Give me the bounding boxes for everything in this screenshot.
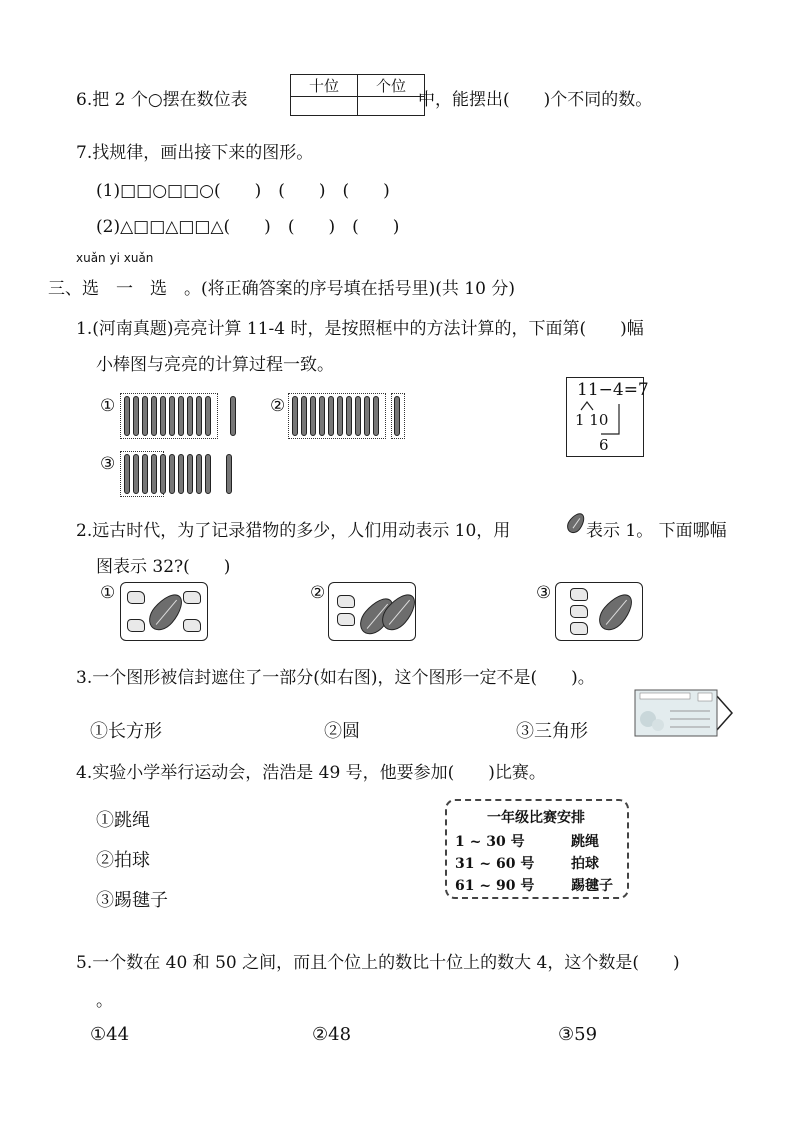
method-equation: 11−4=7 xyxy=(577,380,649,400)
counting-stick xyxy=(178,396,184,436)
envelope-icon xyxy=(634,689,734,737)
counting-stick xyxy=(142,396,148,436)
counting-stick xyxy=(133,454,139,494)
counting-stick xyxy=(133,396,139,436)
leaf-icon xyxy=(376,588,421,636)
pic-label-3: ③ xyxy=(536,583,552,603)
leaf-icon xyxy=(143,588,188,636)
schedule-title: 一年级比赛安排 xyxy=(487,810,585,826)
tally-picture-2 xyxy=(328,582,416,641)
section-pinyin: xuǎn yi xuǎn xyxy=(76,251,154,265)
counting-stick xyxy=(205,396,211,436)
stick-label-1: ① xyxy=(100,396,116,416)
envelope-figure xyxy=(634,689,734,737)
ones-cell xyxy=(358,97,425,116)
counting-stick xyxy=(337,396,343,436)
place-value-table xyxy=(290,74,425,116)
counting-stick xyxy=(196,396,202,436)
stone-icon xyxy=(570,622,588,635)
q7-line2: (2)△□□△□□△( ) ( ) ( ) xyxy=(96,217,400,237)
schedule-card xyxy=(445,799,629,899)
s4-option-3: ③踢毽子 xyxy=(96,890,168,911)
stone-icon xyxy=(127,619,145,632)
ones-header: 个位 xyxy=(358,75,425,97)
s4-option-1: ①跳绳 xyxy=(96,810,150,831)
counting-stick xyxy=(151,396,157,436)
counting-stick xyxy=(187,396,193,436)
leaf-icon xyxy=(564,510,588,536)
counting-stick xyxy=(364,396,370,436)
stone-icon xyxy=(570,605,588,618)
method-split: 1 10 xyxy=(575,411,609,429)
q7-line1: (1)□□○□□○( ) ( ) ( ) xyxy=(96,181,390,201)
schedule-event: 踢毽子 xyxy=(571,878,613,894)
tally-picture-3 xyxy=(555,582,643,641)
s3-option-1: ①长方形 xyxy=(90,721,162,742)
stone-icon xyxy=(183,591,201,604)
stick-figure-1 xyxy=(120,396,250,438)
stick-label-3: ③ xyxy=(100,454,116,474)
counting-stick xyxy=(319,396,325,436)
counting-stick xyxy=(142,454,148,494)
counting-stick xyxy=(169,454,175,494)
stone-icon xyxy=(337,613,355,626)
counting-stick xyxy=(355,396,361,436)
s1-line2: 小棒图与亮亮的计算过程一致。 xyxy=(96,355,334,375)
counting-stick xyxy=(151,454,157,494)
counting-stick xyxy=(160,396,166,436)
counting-stick xyxy=(328,396,334,436)
counting-stick xyxy=(373,396,379,436)
counting-stick xyxy=(226,454,232,494)
pic-label-2: ② xyxy=(310,583,326,603)
stone-icon xyxy=(570,588,588,601)
q6-text-after: 中，能摆出( )个不同的数。 xyxy=(418,90,653,110)
counting-stick xyxy=(169,396,175,436)
stick-figure-3 xyxy=(120,454,240,496)
schedule-range: 31 ~ 60 号 xyxy=(455,856,535,872)
stick-figure-2 xyxy=(288,396,408,438)
counting-stick xyxy=(394,396,400,436)
stone-icon xyxy=(183,619,201,632)
method-result: 6 xyxy=(599,436,609,454)
pic-label-1: ① xyxy=(100,583,116,603)
q7-title: 7.找规律，画出接下来的图形。 xyxy=(76,143,314,163)
s5-line2: 。 xyxy=(96,991,113,1011)
counting-stick xyxy=(178,454,184,494)
counting-stick xyxy=(205,454,211,494)
s1-line1: 1.(河南真题)亮亮计算 11-4 时，是按照框中的方法计算的，下面第( )幅 xyxy=(76,319,644,339)
counting-stick xyxy=(124,396,130,436)
schedule-event: 跳绳 xyxy=(571,834,599,850)
stone-icon xyxy=(127,591,145,604)
leaf-icon xyxy=(593,588,638,636)
counting-stick xyxy=(124,454,130,494)
method-box xyxy=(566,377,649,457)
s2-line2: 图表示 32?( ) xyxy=(96,557,231,577)
counting-stick xyxy=(346,396,352,436)
s3-option-3: ③三角形 xyxy=(516,721,588,742)
counting-stick xyxy=(160,454,166,494)
stick-label-2: ② xyxy=(270,396,286,416)
tens-header: 十位 xyxy=(291,75,358,97)
q6-text-before: 6.把 2 个○摆在数位表 xyxy=(76,90,248,110)
section-heading: 三、选 一 选 。(将正确答案的序号填在括号里)(共 10 分) xyxy=(48,279,515,299)
s2-line1b: 表示 1。 下面哪幅 xyxy=(586,521,727,541)
s5-option-3: ③59 xyxy=(558,1024,598,1045)
s4-option-2: ②拍球 xyxy=(96,850,150,871)
counting-stick xyxy=(230,396,236,436)
counting-stick xyxy=(196,454,202,494)
schedule-range: 1 ~ 30 号 xyxy=(455,834,525,850)
counting-stick xyxy=(310,396,316,436)
schedule-range: 61 ~ 90 号 xyxy=(455,878,535,894)
stone-icon xyxy=(337,595,355,608)
s4-line1: 4.实验小学举行运动会，浩浩是 49 号，他要参加( )比赛。 xyxy=(76,763,546,783)
counting-stick xyxy=(187,454,193,494)
s5-option-2: ②48 xyxy=(312,1024,352,1045)
s5-option-1: ①44 xyxy=(90,1024,130,1045)
tens-cell xyxy=(291,97,358,116)
s5-line1: 5.一个数在 40 和 50 之间，而且个位上的数比十位上的数大 4，这个数是( ) xyxy=(76,953,680,973)
schedule-event: 拍球 xyxy=(571,856,599,872)
tally-picture-1 xyxy=(120,582,208,641)
counting-stick xyxy=(292,396,298,436)
s2-line1a: 2.远古时代，为了记录猎物的多少，人们用动表示 10，用 xyxy=(76,521,511,541)
s3-line1: 3.一个图形被信封遮住了一部分(如右图)，这个图形一定不是( )。 xyxy=(76,668,595,688)
s3-option-2: ②圆 xyxy=(324,721,360,742)
counting-stick xyxy=(301,396,307,436)
